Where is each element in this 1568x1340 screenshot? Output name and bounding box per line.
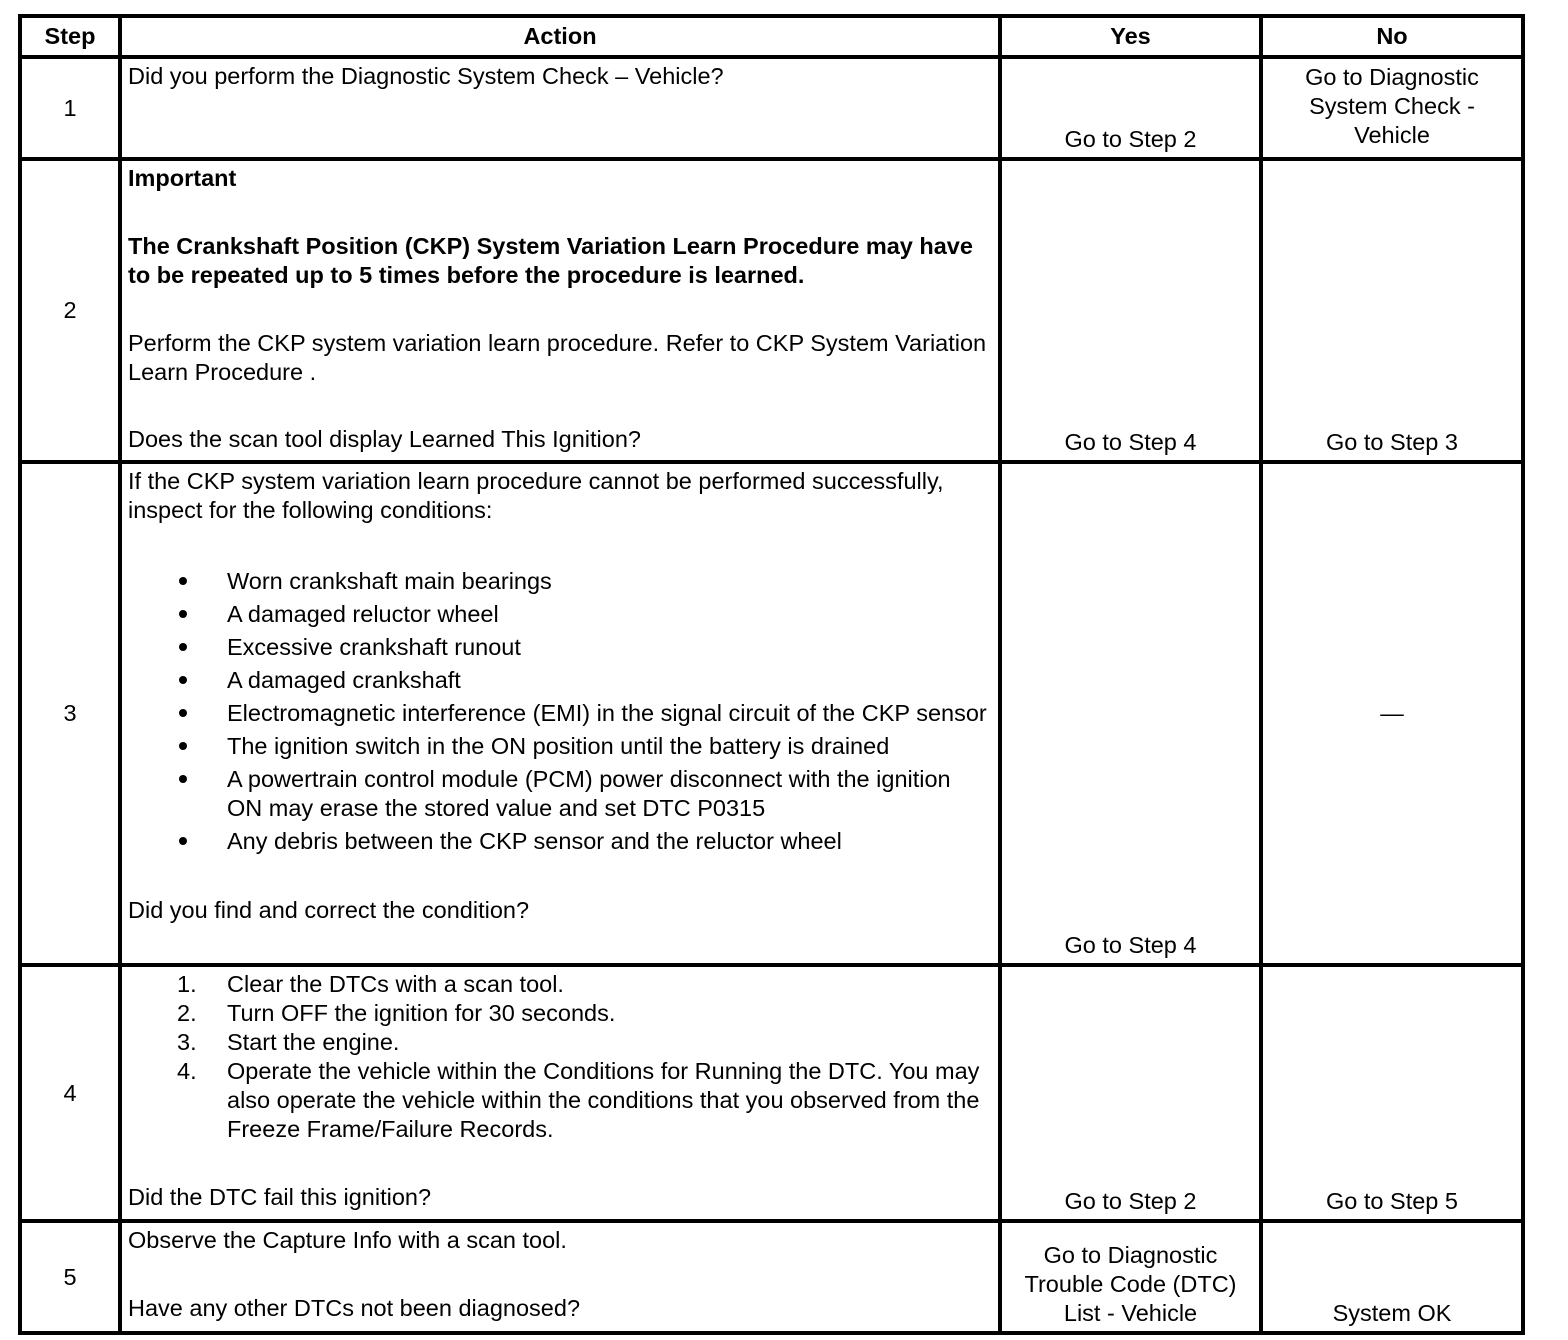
action-cell [120,159,1000,462]
action-question: Did the DTC fail this ignition? [128,1184,432,1210]
action-question: Did you find and correct the condition? [128,897,530,923]
list-item: Any debris between the CKP sensor and the reluctor wheel [128,827,992,856]
step-number: 3 [20,462,120,965]
header-action: Action [120,16,1000,57]
list-text: Turn OFF the ignition for 30 seconds. [227,1000,616,1026]
list-number: 3. [177,1029,197,1055]
list-item: Electromagnetic interference (EMI) in the signal circuit of the CKP sensor [128,699,992,728]
list-item [128,1028,992,1057]
header-step: Step [20,16,120,57]
list-number: 2. [177,1000,197,1026]
action-intro: If the CKP system variation learn procedure cannot be performed successfully, inspect for the following conditions: [128,468,944,523]
step-number: 4 [20,965,120,1221]
action-cell [120,462,1000,965]
no-cell: — [1261,462,1523,965]
list-item: Worn crankshaft main bearings [128,567,992,596]
list-text: Start the engine. [227,1029,400,1055]
list-item: A damaged crankshaft [128,666,992,695]
header-yes: Yes [1000,16,1261,57]
yes-cell: Go to Step 4 [1000,462,1261,965]
action-cell [120,57,1000,159]
conditions-list [128,567,992,856]
step-number: 2 [20,159,120,462]
no-cell: Go to Step 5 [1261,965,1523,1221]
table-row [20,462,1523,965]
no-cell: System OK [1261,1221,1523,1333]
diagnostic-table [18,14,1525,1335]
action-question: Does the scan tool display Learned This Ignition? [128,426,641,452]
no-cell: Go to Step 3 [1261,159,1523,462]
table-row [20,159,1523,462]
yes-cell: Go to Step 2 [1000,965,1261,1221]
table-row [20,1221,1523,1333]
list-item [128,999,992,1028]
list-text: Clear the DTCs with a scan tool. [227,971,564,997]
list-item [128,970,992,999]
list-item: Excessive crankshaft runout [128,633,992,662]
no-cell: Go to Diagnostic System Check - Vehicle [1261,57,1523,159]
action-cell [120,1221,1000,1333]
action-question: Have any other DTCs not been diagnosed? [128,1295,581,1321]
header-no: No [1261,16,1523,57]
step-number: 1 [20,57,120,159]
important-heading: Important [128,165,237,191]
procedure-list [128,970,992,1144]
table-row [20,965,1523,1221]
yes-cell: Go to Diagnostic Trouble Code (DTC) List - Vehicle [1000,1221,1261,1333]
action-instruction: Perform the CKP system variation learn procedure. Refer to CKP System Variation Learn Procedure . [128,330,987,385]
list-item: A damaged reluctor wheel [128,600,992,629]
list-item: A powertrain control module (PCM) power disconnect with the ignition ON may erase the stored value and set DTC P0315 [128,765,992,823]
step-number: 5 [20,1221,120,1333]
header-row [20,16,1523,57]
table-row [20,57,1523,159]
action-question: Did you perform the Diagnostic System Check – Vehicle? [128,63,724,89]
list-item: The ignition switch in the ON position until the battery is drained [128,732,992,761]
list-number: 1. [177,971,197,997]
action-instruction: Observe the Capture Info with a scan tool. [128,1227,567,1253]
yes-cell: Go to Step 4 [1000,159,1261,462]
yes-cell: Go to Step 2 [1000,57,1261,159]
action-cell [120,965,1000,1221]
list-number: 4. [177,1058,197,1084]
important-note: The Crankshaft Position (CKP) System Variation Learn Procedure may have to be repeated up to 5 times before the procedure is learned. [128,233,973,288]
list-item [128,1057,992,1144]
list-text: Operate the vehicle within the Conditions for Running the DTC. You may also operate the vehicle within the conditions that you observed from the Freeze Frame/Failure Records. [227,1058,980,1142]
